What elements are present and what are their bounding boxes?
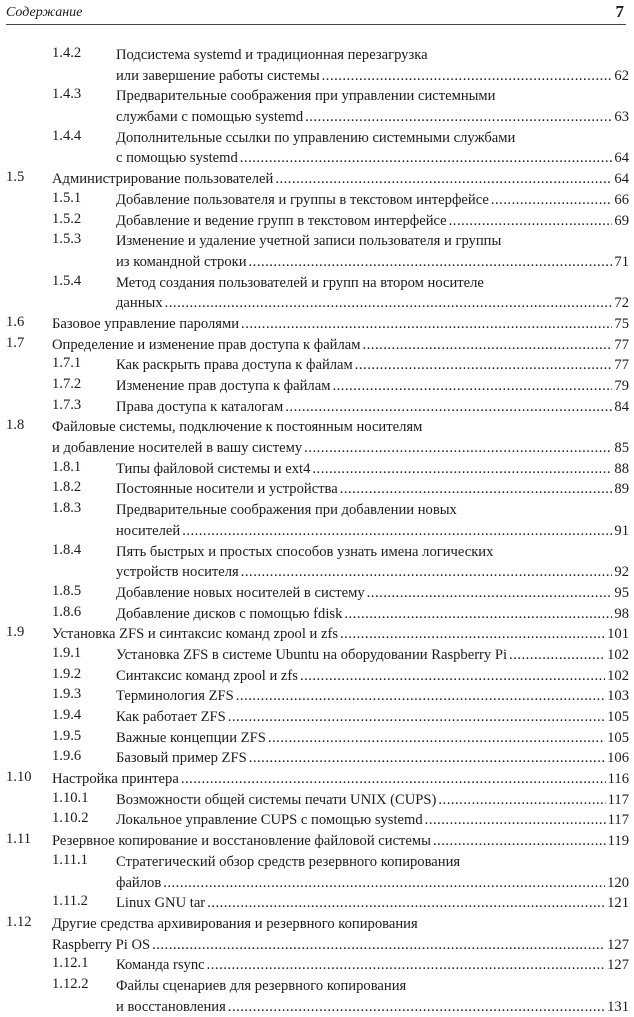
dot-leader [163,873,605,894]
toc-entry-number: 1.12.1 [52,955,89,972]
toc-entry-number: 1.8.4 [52,541,82,558]
dot-leader [207,955,605,976]
toc-entry-page: 119 [607,833,629,850]
toc-entry-number: 1.11 [6,831,31,848]
toc-entry-title: Raspberry Pi OS [52,936,151,953]
toc-entry-page: 63 [614,109,629,126]
toc-entry-title: Добавление пользователя и группы в текстовом интерфейсе [116,191,489,208]
toc-entry[interactable] [0,976,634,1017]
toc-entry-title: Другие средства архивирования и резервного копирования [52,915,418,932]
toc-entry-number: 1.9.4 [52,707,82,723]
toc-entry-title: Файловые системы, подключение к постоянным носителям [52,419,423,436]
dot-leader [491,190,613,211]
toc-entry-number: 1.4.3 [52,86,82,103]
toc-entry-page: 72 [614,295,629,312]
toc-entry-page: 102 [607,667,629,684]
toc-entry-title: с помощью systemd [116,150,238,167]
dot-leader [268,728,605,749]
toc-entry[interactable] [0,417,634,458]
dot-leader [340,624,605,645]
dot-leader [181,769,606,790]
toc-entry-number: 1.12.2 [52,975,89,992]
toc-entry-page: 121 [607,895,629,912]
toc-entry-number: 1.5.2 [52,210,82,227]
toc-entry-title: Дополнительные ссылки по управлению системными службами [116,129,516,146]
toc-entry-number: 1.10 [6,769,32,786]
toc-entry[interactable] [0,542,634,583]
toc-entry-page: 84 [614,398,629,415]
toc-entry[interactable] [0,831,634,852]
toc-entry-number: 1.9.3 [52,686,82,703]
dot-leader [241,562,613,583]
toc-entry-title: Команда rsync [116,957,205,974]
toc-entry-title: Изменение прав доступа к файлам [116,378,331,394]
toc-entry-title: Изменение и удаление учетной записи пользователя и группы [116,233,502,250]
toc-entry-title: Синтаксис команд zpool и zfs [116,667,298,684]
toc-entry-title: из командной строки [116,253,247,270]
toc-entry-title: Администрирование пользователей [52,171,274,188]
toc-entry-page: 66 [614,191,629,208]
running-header [6,2,626,25]
toc-entry[interactable] [0,128,634,169]
toc-entry-page: 79 [614,378,629,394]
toc-entry-number: 1.4.4 [52,127,82,144]
toc-entry-number: 1.5.3 [52,231,82,248]
toc-entry-title: Настройка принтера [52,771,179,788]
toc-entry-page: 105 [607,709,629,725]
toc-entry-title: Определение и изменение прав доступа к файлам [52,336,361,353]
dot-leader [228,707,605,728]
dot-leader [425,810,606,831]
toc-entry[interactable] [0,914,634,955]
dot-leader [182,521,612,542]
toc-entry-page: 116 [607,771,629,788]
toc-entry-title: и восстановления [116,998,226,1015]
toc-entry-title: Файлы сценариев для резервного копирования [116,977,407,994]
dot-leader [433,831,606,852]
toc-entry-number: 1.11.1 [52,851,88,868]
dot-leader [275,169,612,190]
toc-entry-page: 77 [614,357,629,374]
toc-entry[interactable] [0,604,634,625]
dot-leader [300,666,605,687]
dot-leader [304,438,612,459]
toc-entry-number: 1.8 [6,417,25,434]
toc-entry-page: 77 [614,336,629,353]
toc-entry-title: Linux GNU tar [116,895,206,912]
toc-entry-title: Важные концепции ZFS [116,729,266,746]
dot-leader [249,252,613,273]
toc-entry[interactable] [0,231,634,272]
toc-entry-number: 1.5 [6,169,25,186]
toc-entry[interactable] [0,355,634,376]
toc-entry-number: 1.9.5 [52,727,82,744]
dot-leader [236,686,605,707]
toc-entry-page: 127 [607,936,629,953]
dot-leader [340,479,613,500]
toc-entry-number: 1.8.5 [52,582,82,599]
toc-entry-page: 64 [614,150,629,167]
toc-entry-title: Добавление и ведение групп в текстовом интерфейсе [116,212,447,229]
toc-entry-title: Добавление дисков с помощью fdisk [116,605,343,622]
toc-entry[interactable] [0,169,634,190]
toc-entry-page: 91 [614,522,629,539]
toc-entry[interactable] [0,624,634,645]
toc-entry-number: 1.7.3 [52,396,82,413]
toc-entry-title: носителей [116,522,181,539]
toc-entry[interactable] [0,273,634,314]
toc-entry[interactable] [0,852,634,893]
toc-entry-title: и добавление носителей в вашу систему [52,440,303,457]
toc-entry-page: 71 [614,253,629,270]
toc-entry-page: 101 [607,626,629,643]
toc-entry-title: Как работает ZFS [116,709,226,725]
dot-leader [241,314,612,335]
toc-entry-number: 1.8.2 [52,479,82,496]
toc-entry-number: 1.10.1 [52,789,89,806]
toc-entry[interactable] [0,769,634,790]
toc-entry-title: Права доступа к каталогам [116,398,284,415]
toc-entry-number: 1.11.2 [52,893,88,910]
dot-leader [322,66,613,87]
toc-entry-title: устройств носителя [116,564,239,581]
toc-entry-page: 98 [614,605,629,622]
toc-entry[interactable] [0,810,634,831]
toc-entry[interactable] [0,645,634,666]
toc-entry[interactable] [0,748,634,769]
toc-entry-number: 1.9.6 [52,748,82,765]
dot-leader [312,459,612,480]
toc-entry-number: 1.8.6 [52,603,82,620]
toc-entry-title: Терминология ZFS [116,688,234,705]
toc-entry-number: 1.7 [6,334,25,351]
dot-leader [438,790,605,811]
table-of-contents [0,45,634,1017]
toc-entry[interactable] [0,707,634,728]
toc-entry-title: Установка ZFS и синтаксис команд zpool и zfs [52,626,339,643]
toc-entry-number: 1.4.2 [52,45,82,61]
dot-leader [152,935,605,956]
toc-entry-title: службами с помощью systemd [116,109,304,126]
dot-leader [249,748,605,769]
toc-entry-title: Предварительные соображения при управлении системными [116,88,496,105]
toc-entry-title: Установка ZFS в системе Ubuntu на оборудовании Raspberry Pi [116,646,508,663]
toc-entry-title: Предварительные соображения при добавлении новых [116,502,457,519]
toc-entry-title: Возможности общей системы печати UNIX (CUPS) [116,791,437,808]
toc-entry-number: 1.7.1 [52,355,82,372]
toc-entry[interactable] [0,666,634,687]
toc-entry-title: Типы файловой системы и ext4 [116,460,311,477]
toc-entry-page: 62 [614,67,629,84]
dot-leader [355,355,613,376]
toc-entry-page: 69 [614,212,629,229]
toc-entry-title: Метод создания пользователей и групп на втором носителе [116,274,484,291]
toc-entry-title: данных [116,295,163,312]
dot-leader [344,604,612,625]
dot-leader [305,107,612,128]
toc-entry[interactable] [0,459,634,480]
header-page-number: 7 [615,2,624,21]
dot-leader [332,376,612,397]
header-title: Содержание [6,5,83,20]
toc-entry-title: Постоянные носители и устройства [116,481,338,498]
toc-entry-title: Пять быстрых и простых способов узнать имена логических [116,543,494,560]
toc-entry[interactable] [0,686,634,707]
dot-leader [363,335,613,356]
dot-leader [449,211,613,232]
toc-entry-title: Как раскрыть права доступа к файлам [116,357,353,374]
toc-entry[interactable] [0,397,634,418]
dot-leader [509,645,605,666]
toc-entry-page: 120 [607,874,629,891]
toc-entry-number: 1.8.1 [52,458,82,475]
toc-entry[interactable] [0,583,634,604]
toc-entry-page: 105 [607,729,629,746]
dot-leader [240,148,613,169]
toc-entry-number: 1.10.2 [52,810,89,827]
dot-leader [165,293,613,314]
toc-entry-page: 75 [614,315,629,332]
toc-entry-number: 1.5.4 [52,272,82,289]
dot-leader [207,893,605,914]
toc-entry-page: 103 [607,688,629,705]
toc-entry-title: Добавление новых носителей в систему [116,584,365,601]
toc-entry[interactable] [0,211,634,232]
toc-entry[interactable] [0,893,634,914]
toc-entry-title: Резервное копирование и восстановление файловой системы [52,833,431,850]
toc-entry-page: 127 [607,957,629,974]
toc-entry[interactable] [0,314,634,335]
toc-entry-title: Стратегический обзор средств резервного копирования [116,853,461,870]
toc-entry-number: 1.6 [6,313,25,330]
toc-entry-page: 102 [607,646,629,663]
toc-entry[interactable] [0,190,634,211]
toc-entry-number: 1.5.1 [52,189,82,206]
toc-entry-page: 88 [614,460,629,477]
toc-entry-page: 85 [614,440,629,457]
toc-entry-title: Базовый пример ZFS [116,750,247,767]
toc-entry-number: 1.9.1 [52,644,82,661]
toc-entry-number: 1.7.2 [52,376,82,392]
toc-entry[interactable] [0,955,634,976]
toc-entry-number: 1.9.2 [52,665,82,682]
toc-entry[interactable] [0,45,634,86]
toc-entry-page: 131 [607,998,629,1015]
toc-entry[interactable] [0,790,634,811]
dot-leader [367,583,613,604]
toc-entry-page: 92 [614,564,629,581]
toc-entry-title: или завершение работы системы [116,67,320,84]
dot-leader [285,397,612,418]
toc-entry[interactable] [0,479,634,500]
toc-entry-page: 117 [607,791,629,808]
toc-entry-page: 106 [607,750,629,767]
toc-entry[interactable] [0,500,634,541]
toc-entry[interactable] [0,86,634,127]
toc-entry-title: Базовое управление паролями [52,315,240,332]
toc-entry-page: 89 [614,481,629,498]
toc-entry[interactable] [0,728,634,749]
toc-entry-number: 1.9 [6,624,25,641]
toc-entry[interactable] [0,376,634,397]
toc-entry-number: 1.12 [6,913,32,930]
toc-entry-title: файлов [116,874,162,891]
toc-entry-page: 95 [614,584,629,601]
toc-entry-number: 1.8.3 [52,500,82,517]
toc-entry[interactable] [0,335,634,356]
toc-entry-page: 117 [607,812,629,829]
toc-entry-title: Подсистема systemd и традиционная перезагрузка [116,47,428,63]
toc-entry-page: 64 [614,171,629,188]
toc-entry-title: Локальное управление CUPS с помощью systemd [116,812,423,829]
